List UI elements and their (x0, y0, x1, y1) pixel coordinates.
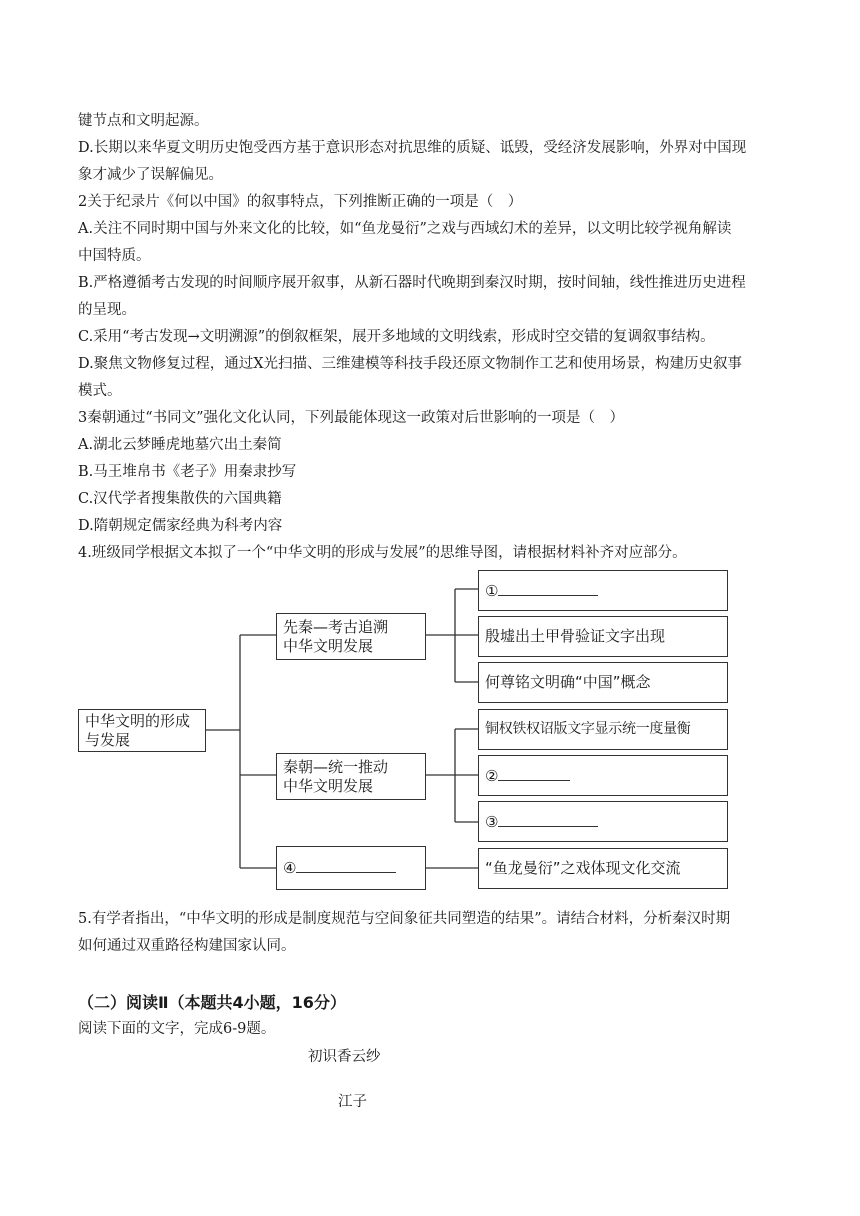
blank-3-number: ③ (485, 813, 499, 831)
text-line: 如何通过双重路径构建国家认同。 (78, 938, 296, 954)
text-line: 象才减少了误解偏见。 (78, 167, 223, 183)
mindmap-leaf-blank-2 (478, 755, 728, 796)
question-2: 2关于纪录片《何以中国》的叙事特点，下列推断正确的一项是（ ） (78, 194, 523, 210)
section-heading: （二）阅读Ⅱ（本题共4小题，16分） (78, 993, 346, 1012)
mindmap-branch-preqin (276, 613, 426, 660)
blank-4-number: ④ (283, 859, 297, 877)
mindmap-leaf-blank-1 (478, 570, 728, 611)
text-line: 模式。 (78, 383, 122, 399)
question-2-option-b: B.严格遵循考古发现的时间顺序展开叙事，从新石器时代晚期到秦汉时期，按时间轴，线性推进历史进程 (78, 275, 746, 291)
blank-2-label (485, 767, 570, 786)
story-title: 初识香云纱 (308, 1049, 381, 1065)
root-line-2: 与发展 (85, 731, 131, 749)
question-3-option-b: B.马王堆帛书《老子》用秦隶抄写 (78, 464, 297, 480)
answer-blank-1[interactable] (498, 583, 598, 596)
mindmap-leaf-blank-3 (478, 801, 728, 842)
text-line: 中国特质。 (78, 248, 151, 264)
answer-blank-2[interactable] (498, 768, 570, 781)
answer-blank-3[interactable] (498, 814, 598, 827)
answer-blank-4[interactable] (296, 860, 396, 873)
mindmap-branch-qin (276, 753, 426, 800)
blank-4-label (283, 859, 396, 878)
question-2-option-a: A.关注不同时期中国与外来文化的比较，如“鱼龙曼衍”之戏与西域幻术的差异，以文明比较学视角解读 (78, 221, 732, 237)
author: 江子 (338, 1094, 367, 1110)
question-3: 3秦朝通过“书同文”强化文化认同，下列最能体现这一政策对后世影响的一项是（ ） (78, 410, 625, 426)
leaf-text: 铜权铁权诏版文字显示统一度量衡 (485, 721, 691, 737)
blank-3-label (485, 813, 598, 832)
blank-1-number: ① (485, 582, 499, 600)
mindmap-leaf (478, 616, 728, 657)
option-d: D.长期以来华夏文明历史饱受西方基于意识形态对抗思维的质疑、诋毁，受经济发展影响，外界对中国现 (78, 140, 747, 156)
branch-line-2: 中华文明发展 (283, 637, 374, 655)
leaf-text: 何尊铭文明确“中国”概念 (485, 673, 651, 691)
branch-line-1: 秦朝—统一推动 (283, 758, 389, 776)
mindmap-branch-blank-4 (276, 846, 426, 890)
question-2-option-c: C.采用“考古发现→文明溯源”的倒叙框架，展开多地域的文明线索，形成时空交错的复调叙事结构。 (78, 329, 715, 345)
leaf-text: 殷墟出土甲骨验证文字出现 (485, 627, 666, 645)
blank-1-label (485, 582, 598, 601)
mindmap-leaf (478, 662, 728, 703)
text-line: 的呈现。 (78, 302, 136, 318)
mindmap-root (78, 709, 206, 752)
mindmap-leaf (478, 709, 728, 750)
branch-line-2: 中华文明发展 (283, 777, 374, 795)
blank-2-number: ② (485, 767, 499, 785)
question-3-option-a: A.湖北云梦睡虎地墓穴出土秦简 (78, 437, 282, 453)
branch-line-1: 先秦—考古追溯 (283, 618, 389, 636)
root-line-1: 中华文明的形成 (85, 712, 191, 730)
text-line: 键节点和文明起源。 (78, 113, 209, 129)
question-5: 5.有学者指出，“中华文明的形成是制度规范与空间象征共同塑造的结果”。请结合材料，分析秦汉时期 (78, 911, 731, 927)
question-4: 4.班级同学根据文本拟了一个“中华文明的形成与发展”的思维导图，请根据材料补齐对应部分。 (78, 545, 687, 561)
question-3-option-d: D.隋朝规定儒家经典为科考内容 (78, 518, 283, 534)
question-3-option-c: C.汉代学者搜集散佚的六国典籍 (78, 491, 282, 507)
question-2-option-d: D.聚焦文物修复过程，通过X光扫描、三维建模等科技手段还原文物制作工艺和使用场景，构建历史叙事 (78, 356, 743, 372)
instruction: 阅读下面的文字，完成6-9题。 (78, 1021, 276, 1037)
mindmap-leaf (478, 848, 728, 889)
leaf-text: “鱼龙曼衍”之戏体现文化交流 (485, 859, 681, 877)
